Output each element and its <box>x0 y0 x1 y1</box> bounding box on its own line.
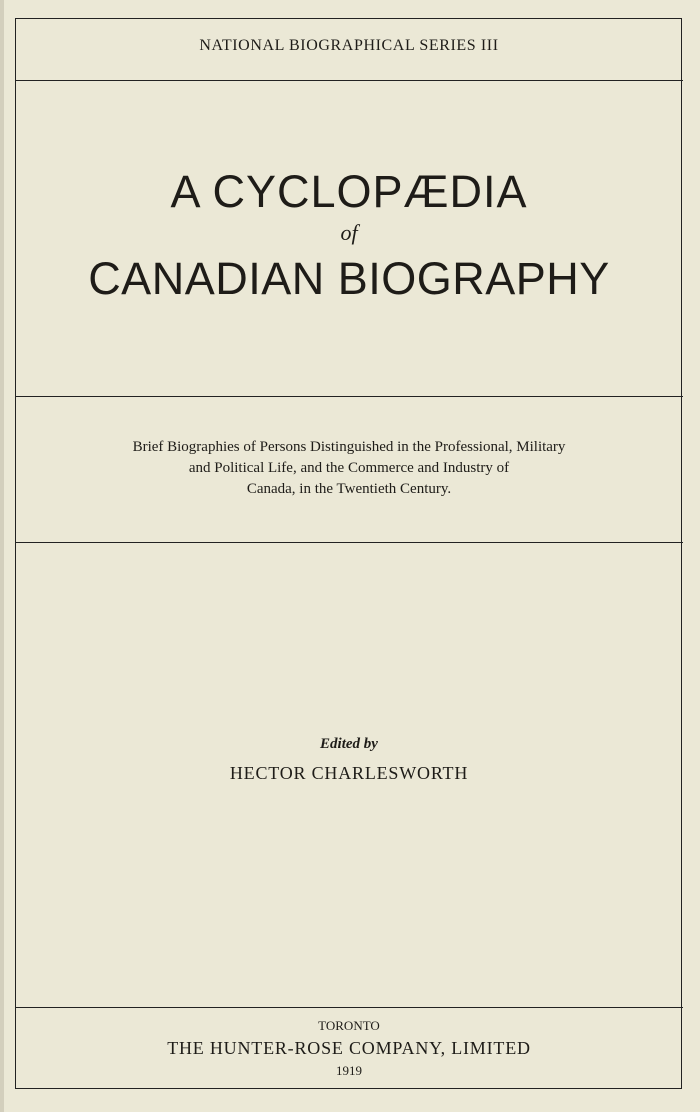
imprint-year: 1919 <box>336 1063 362 1078</box>
title-of: of <box>340 220 358 245</box>
subtitle-line-3: Canada, in the Twentieth Century. <box>246 481 452 497</box>
title-line-2: CANADIAN BIOGRAPHY <box>88 253 610 304</box>
imprint-city: TORONTO <box>318 1018 380 1033</box>
book-spine-edge <box>0 0 4 1112</box>
title-line-1: A CYCLOPÆDIA <box>170 166 528 217</box>
subtitle <box>15 437 683 500</box>
subtitle-line-2: and Political Life, and the Commerce and Industry of <box>188 460 510 476</box>
edited-by-label: Edited by <box>320 736 378 752</box>
divider-rule <box>15 396 683 397</box>
divider-rule <box>15 542 683 543</box>
subtitle-line-1: Brief Biographies of Persons Distinguished in the Professional, Military <box>132 439 566 455</box>
divider-rule <box>15 1007 683 1008</box>
editor-name: HECTOR CHARLESWORTH <box>229 763 469 783</box>
imprint-publisher: THE HUNTER-ROSE COMPANY, LIMITED <box>167 1038 531 1058</box>
series-heading: NATIONAL BIOGRAPHICAL SERIES III <box>199 37 499 54</box>
divider-rule <box>15 80 683 81</box>
